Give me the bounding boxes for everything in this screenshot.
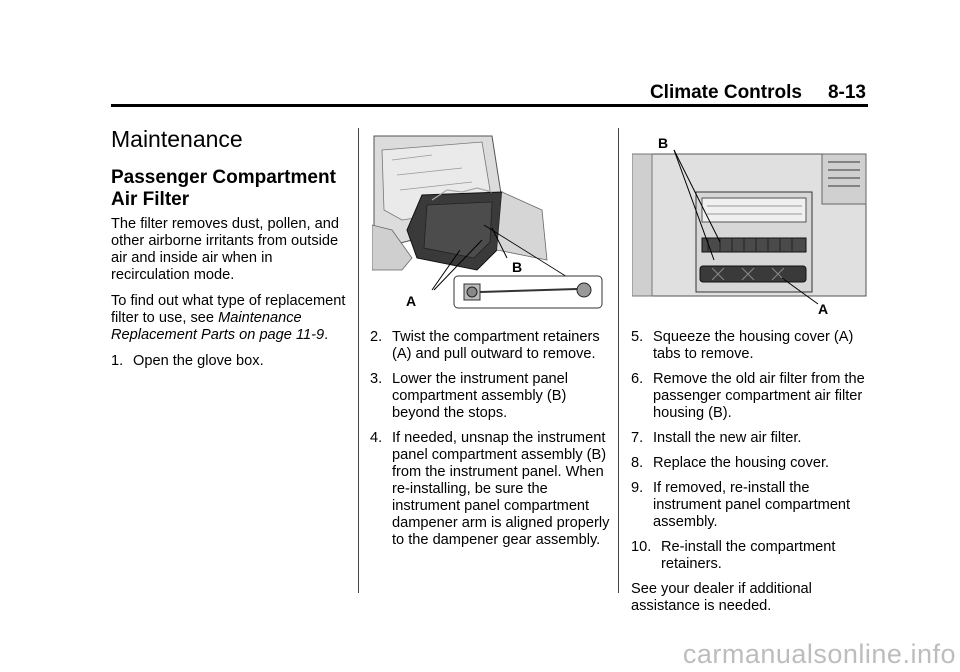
step-item (370, 329, 610, 363)
subsection-heading-line: Air Filter (111, 189, 190, 210)
step-number: 4. (370, 430, 383, 446)
step-text: If removed, re-install the instrument panel compartment assembly. (653, 480, 851, 530)
closing-paragraph: See your dealer if additional assistance is needed. (631, 581, 812, 614)
step-item (631, 430, 871, 447)
step-text: Squeeze the housing cover (A) tabs to remove. (653, 329, 854, 362)
column-2-body (370, 329, 610, 557)
intro-paragraph: The filter removes dust, pollen, and other airborne irritants from outside air and inside air when in recirculation mode. (111, 216, 339, 283)
paragraph-end: . (324, 327, 329, 343)
step-number: 8. (631, 455, 644, 471)
page-header (650, 82, 866, 104)
step-number: 3. (370, 371, 383, 387)
column-divider (358, 128, 359, 593)
header-rule (111, 104, 868, 107)
column-1-body (111, 216, 351, 378)
step-number: 6. (631, 371, 644, 387)
section-title: Climate Controls (649, 82, 802, 103)
subsection-heading-line: Passenger Compartment (111, 167, 336, 188)
page-number: 8-13 (827, 82, 866, 103)
step-text: Remove the old air filter from the passenger compartment air filter housing (B). (653, 371, 865, 421)
callout-a: A (818, 301, 829, 314)
step-number: 1. (111, 353, 124, 369)
callout-b: B (512, 259, 523, 275)
section-heading: Maintenance (111, 126, 243, 152)
step-item (370, 371, 610, 422)
column-divider (618, 128, 619, 593)
step-number: 9. (631, 480, 644, 496)
subsection-heading (111, 167, 351, 211)
step-item (111, 353, 351, 370)
step-item (631, 329, 871, 363)
glove-box-illustration (372, 130, 604, 310)
step-text: Replace the housing cover. (653, 455, 830, 471)
step-number: 5. (631, 329, 644, 345)
callout-b: B (658, 135, 669, 151)
step-text: Open the glove box. (133, 353, 264, 369)
column-3-body (631, 329, 871, 624)
step-number: 2. (370, 329, 383, 345)
step-number: 7. (631, 430, 644, 446)
replacement-paragraph (111, 293, 351, 344)
paragraph-text: To find out what type of replacement filter to use, see (111, 293, 346, 326)
step-item (631, 371, 871, 422)
step-text: Install the new air filter. (653, 430, 802, 446)
step-text: If needed, unsnap the instrument panel compartment assembly (B) from the instrument panel. When re-installing, be sure the instrument panel compartment dampener arm is aligned properly to the dampener gear assembly. (392, 430, 610, 548)
step-number: 10. (631, 539, 652, 555)
step-item (631, 455, 871, 472)
step-text: Lower the instrument panel compartment assembly (B) beyond the stops. (392, 371, 569, 421)
callout-a: A (406, 293, 417, 309)
step-text: Re-install the compartment retainers. (661, 539, 836, 572)
step-item (631, 480, 871, 531)
step-item (370, 430, 610, 549)
step-item (631, 539, 871, 573)
cross-reference-link[interactable]: Maintenance Replacement Parts on page 11-9 (111, 310, 325, 343)
step-text: Twist the compartment retainers (A) and pull outward to remove. (392, 329, 600, 362)
filter-housing-illustration (632, 134, 868, 314)
watermark: carmanualsonline.info (682, 639, 956, 669)
